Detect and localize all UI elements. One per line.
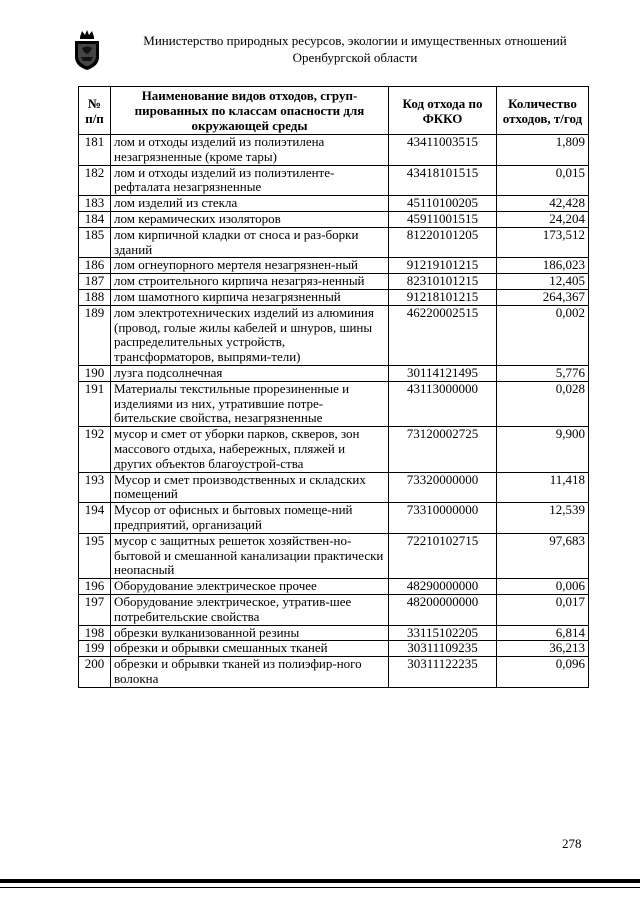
table-row xyxy=(79,594,589,625)
row-name: Мусор и смет производственных и складских помещений xyxy=(111,472,389,503)
row-qty: 0,017 xyxy=(497,594,589,625)
row-qty: 0,002 xyxy=(497,305,589,365)
page-number: 278 xyxy=(562,836,582,851)
row-code: 43418101515 xyxy=(389,165,497,196)
row-qty: 173,512 xyxy=(497,227,589,258)
row-name: лом шамотного кирпича незагрязненный xyxy=(111,289,389,305)
row-code: 30114121495 xyxy=(389,365,497,381)
header-qty: Количество отходов, т/год xyxy=(497,87,589,135)
row-name: Мусор от офисных и бытовых помеще-ний предприятий, организаций xyxy=(111,503,389,534)
table-row xyxy=(79,289,589,305)
row-num: 188 xyxy=(79,289,111,305)
row-code: 73320000000 xyxy=(389,472,497,503)
table-row xyxy=(79,274,589,290)
row-name: обрезки и обрывки тканей из полиэфир-ного волокна xyxy=(111,657,389,688)
table-row xyxy=(79,579,589,595)
row-num: 181 xyxy=(79,135,111,166)
row-qty: 12,405 xyxy=(497,274,589,290)
row-name: Оборудование электрическое, утратив-шее потребительские свойства xyxy=(111,594,389,625)
header-code: Код отхода по ФККО xyxy=(389,87,497,135)
table-row xyxy=(79,641,589,657)
row-name: лом кирпичной кладки от сноса и раз-борки зданий xyxy=(111,227,389,258)
row-num: 193 xyxy=(79,472,111,503)
row-num: 197 xyxy=(79,594,111,625)
row-qty: 0,096 xyxy=(497,657,589,688)
row-code: 91218101215 xyxy=(389,289,497,305)
row-name: мусор с защитных решеток хозяйствен-но-бытовой и смешанной канализации практически неопасный xyxy=(111,533,389,578)
table-row xyxy=(79,472,589,503)
row-name: лом изделий из стекла xyxy=(111,196,389,212)
row-code: 81220101205 xyxy=(389,227,497,258)
ministry-name: Министерство природных ресурсов, экологии и имущественных отношений xyxy=(143,33,567,48)
row-name: обрезки вулканизованной резины xyxy=(111,625,389,641)
row-qty: 6,814 xyxy=(497,625,589,641)
row-code: 45911001515 xyxy=(389,211,497,227)
table-row xyxy=(79,165,589,196)
row-qty: 36,213 xyxy=(497,641,589,657)
row-num: 184 xyxy=(79,211,111,227)
table-row xyxy=(79,427,589,472)
row-num: 185 xyxy=(79,227,111,258)
row-code: 45110100205 xyxy=(389,196,497,212)
row-code: 48290000000 xyxy=(389,579,497,595)
table-row xyxy=(79,196,589,212)
row-num: 200 xyxy=(79,657,111,688)
row-num: 186 xyxy=(79,258,111,274)
table-row xyxy=(79,533,589,578)
row-name: лом строительного кирпича незагряз-ненный xyxy=(111,274,389,290)
row-code: 33115102205 xyxy=(389,625,497,641)
row-qty: 9,900 xyxy=(497,427,589,472)
waste-table xyxy=(78,86,589,688)
table-row xyxy=(79,657,589,688)
table-header-row xyxy=(79,87,589,135)
header-name: Наименование видов отходов, сгруп-пированных по классам опасности для окружающей среды xyxy=(111,87,389,135)
row-qty: 186,023 xyxy=(497,258,589,274)
table-row xyxy=(79,503,589,534)
table-row xyxy=(79,227,589,258)
row-qty: 24,204 xyxy=(497,211,589,227)
row-num: 196 xyxy=(79,579,111,595)
row-code: 46220002515 xyxy=(389,305,497,365)
row-code: 73120002725 xyxy=(389,427,497,472)
table-row xyxy=(79,365,589,381)
row-name: лом электротехнических изделий из алюминия (провод, голые жилы кабелей и шнуров, шины распределительных устройств, трансформаторов, выпрями-тели) xyxy=(111,305,389,365)
row-qty: 1,809 xyxy=(497,135,589,166)
row-name: лом керамических изоляторов xyxy=(111,211,389,227)
header-num: № п/п xyxy=(79,87,111,135)
row-num: 191 xyxy=(79,381,111,426)
row-name: лом и отходы изделий из полиэтиленте-рефталата незагрязненные xyxy=(111,165,389,196)
table-row xyxy=(79,381,589,426)
row-code: 48200000000 xyxy=(389,594,497,625)
row-code: 43411003515 xyxy=(389,135,497,166)
document-header xyxy=(120,32,590,66)
table-row xyxy=(79,135,589,166)
row-name: мусор и смет от уборки парков, скверов, зон массового отдыха, набережных, пляжей и других объектов благоустрой-ства xyxy=(111,427,389,472)
row-num: 199 xyxy=(79,641,111,657)
row-code: 30311109235 xyxy=(389,641,497,657)
row-code: 43113000000 xyxy=(389,381,497,426)
row-name: лом огнеупорного мертеля незагрязнен-ный xyxy=(111,258,389,274)
row-code: 73310000000 xyxy=(389,503,497,534)
bottom-rule-thin xyxy=(0,887,640,888)
row-qty: 42,428 xyxy=(497,196,589,212)
row-qty: 0,015 xyxy=(497,165,589,196)
row-qty: 12,539 xyxy=(497,503,589,534)
row-qty: 0,028 xyxy=(497,381,589,426)
row-code: 82310101215 xyxy=(389,274,497,290)
row-name: лом и отходы изделий из полиэтилена незагрязненные (кроме тары) xyxy=(111,135,389,166)
row-code: 91219101215 xyxy=(389,258,497,274)
row-name: Оборудование электрическое прочее xyxy=(111,579,389,595)
table-row xyxy=(79,211,589,227)
row-num: 192 xyxy=(79,427,111,472)
table-row xyxy=(79,258,589,274)
bottom-rule xyxy=(0,879,640,883)
row-qty: 11,418 xyxy=(497,472,589,503)
row-name: лузга подсолнечная xyxy=(111,365,389,381)
row-qty: 0,006 xyxy=(497,579,589,595)
row-num: 183 xyxy=(79,196,111,212)
coat-of-arms-icon xyxy=(72,28,102,72)
row-num: 182 xyxy=(79,165,111,196)
row-qty: 5,776 xyxy=(497,365,589,381)
row-name: обрезки и обрывки смешанных тканей xyxy=(111,641,389,657)
row-num: 194 xyxy=(79,503,111,534)
row-qty: 97,683 xyxy=(497,533,589,578)
row-num: 187 xyxy=(79,274,111,290)
row-num: 190 xyxy=(79,365,111,381)
row-num: 198 xyxy=(79,625,111,641)
row-code: 30311122235 xyxy=(389,657,497,688)
table-row xyxy=(79,625,589,641)
row-num: 195 xyxy=(79,533,111,578)
row-num: 189 xyxy=(79,305,111,365)
row-qty: 264,367 xyxy=(497,289,589,305)
row-name: Материалы текстильные прорезиненные и изделиями из них, утратившие потре-бительские свойства, незагрязненные xyxy=(111,381,389,426)
row-code: 72210102715 xyxy=(389,533,497,578)
table-row xyxy=(79,305,589,365)
region-name: Оренбургской области xyxy=(292,50,418,65)
